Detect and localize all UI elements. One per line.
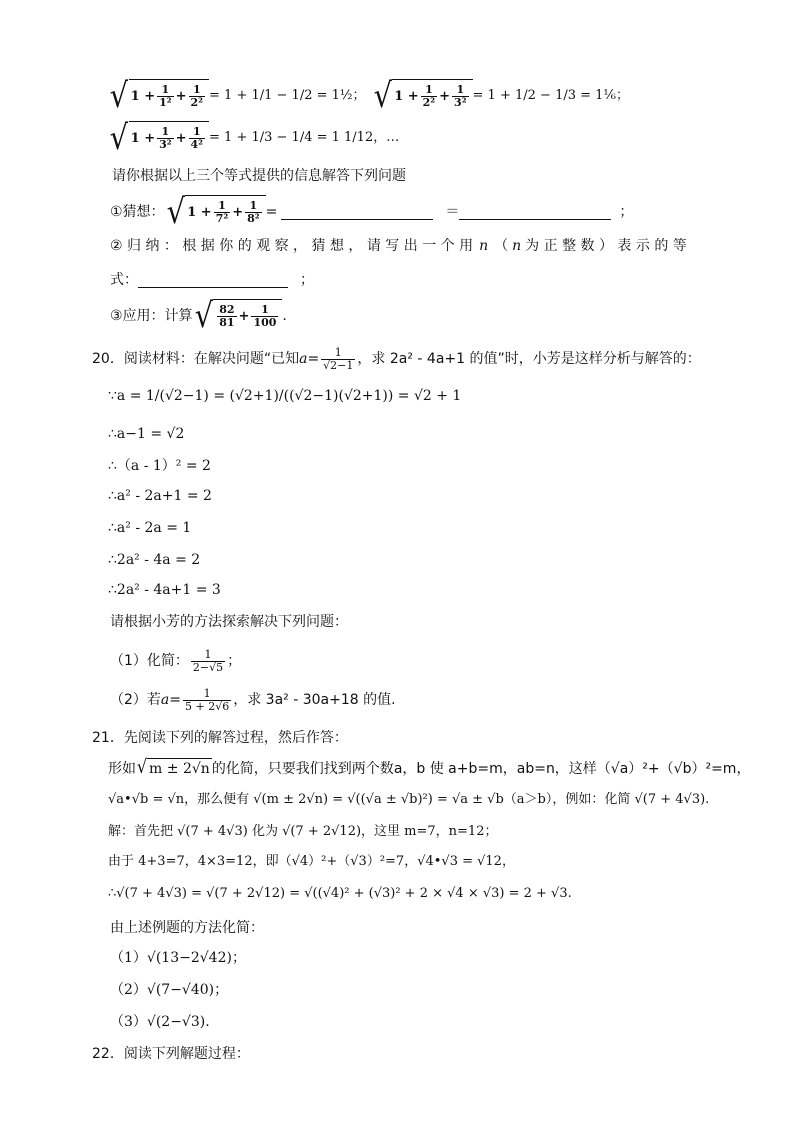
sqrt-expression: √ m ± 2√n: [136, 756, 210, 778]
eq2-rhs: = 1 + 1/2 − 1/3 = 1⅙: [472, 88, 617, 103]
induce-n: n: [479, 238, 489, 254]
q22-title: 22．阅读下列解题过程：: [92, 1046, 250, 1062]
eq1-rhs: = 1 + 1/1 − 1/2 = 1½: [209, 88, 353, 103]
formula-label: 式：: [110, 272, 138, 288]
q21-title: 21．先阅读下列的解答过程，然后作答：: [92, 730, 348, 746]
apply-label: ③应用：计算: [110, 308, 193, 324]
q19-apply-line: [110, 298, 287, 334]
q20-part-2: [110, 684, 396, 716]
eq3-rhs: = 1 + 1/3 − 1/4 = 1 1/12: [209, 130, 374, 145]
l1-a: 形如: [108, 760, 136, 777]
q20-step-7: ∴2a² - 4a+1 = 3: [108, 582, 221, 598]
q19-guess-line: [110, 192, 634, 232]
q21-line-4: 由于 4+3=7，4×3=12，即（√4）²+（√3）²=7，√4•√3 = √12，: [108, 854, 515, 869]
formula-end: ；: [300, 272, 314, 288]
q20-step-3: ∴（a - 1）² = 2: [108, 458, 211, 474]
sqrt-expression: √ 1 + $\frac{1}{\text{3²}}$ + $\frac{1}{\text{4²}}$: [108, 121, 209, 155]
q20-eq: =: [307, 351, 320, 367]
q20-fraction: $\frac{1}{√2-1}$: [323, 345, 354, 372]
q21-part-2: （2）√(7−√40)；: [110, 982, 229, 998]
q20-ask: 请根据小芳的方法探索解决下列问题：: [110, 614, 348, 630]
q21-line-2: √a•√b = √n，那么便有 √(m ± 2√n) = √((√a ± √b)²) = √a ± √b（a＞b），例如：化简 √(7 + 4√3).: [108, 792, 710, 807]
q21-part-1: （1）√(13−2√42)；: [110, 950, 246, 966]
sqrt-expression: √ $\frac{82}{81}$ + $\frac{1}{100}$: [193, 299, 283, 333]
p1-fraction: $\frac{1}{2-√5}$: [192, 647, 224, 674]
q21-part-3: （3）√(2−√3).: [110, 1014, 210, 1030]
q21-line-3: 解：首先把 √(7 + 4√3) 化为 √(7 + 2√12)，这里 m=7，n=12；: [108, 824, 498, 839]
apply-end: .: [282, 308, 287, 324]
top-equation-line-2: [108, 120, 399, 156]
q21-line-6: 由上述例题的方法化简：: [110, 920, 264, 936]
l1-c: a，b 使 a+b=m，ab=n，这样（√a）²+（√b）²=m，: [393, 760, 751, 777]
q20-step-5: ∴a² - 2a = 1: [108, 520, 192, 536]
sqrt-expression: √ 1 + $\frac{1}{\text{1²}}$ + $\frac{1}{\text{2²}}$: [108, 79, 209, 113]
guess-end: ；: [619, 204, 634, 220]
sqrt-expression: √ 1 + $\frac{1}{\text{7²}}$ + $\frac{1}{\text{8²}}$: [165, 195, 266, 229]
p1-end: ；: [227, 653, 242, 669]
answer-blank-2[interactable]: [459, 205, 611, 220]
q19-intro: 请你根据以上三个等式提供的信息解答下列问题: [112, 168, 406, 184]
p1-label: （1）化简：: [110, 653, 189, 669]
q20-step-1: ∵a = 1/(√2−1) = (√2+1)/((√2−1)(√2+1)) = √2 + 1: [108, 388, 462, 404]
q20-title-text: 20．阅读材料：在解决问题“已知: [92, 351, 300, 367]
induce-tail: 为 正 整 数 ） 表 示 的 等: [525, 238, 687, 254]
induce-label: ② 归 纳 ： 根 据 你 的 观 察 ， 猜 想 ， 请 写 出 一 个 用: [110, 238, 474, 254]
ellipsis: ，…: [373, 130, 400, 145]
induce-paren: （: [494, 238, 509, 254]
q20-title-tail: ，求 2a² - 4a+1 的值”时，小芳是这样分析与解答的：: [357, 351, 701, 367]
guess-eq: =: [265, 204, 278, 220]
p2-tail: ，求 3a² - 30a+18 的值.: [233, 692, 396, 708]
q21-line-5: ∴√(7 + 4√3) = √(7 + 2√12) = √((√4)² + (√3)² + 2 × √4 × √3) = 2 + √3.: [108, 886, 572, 901]
q20-step-6: ∴2a² - 4a = 2: [108, 552, 201, 568]
guess-label: ①猜想：: [110, 204, 165, 220]
p2-fraction: $\frac{1}{5 + 2√6}$: [185, 686, 230, 713]
top-equation-line-1: √ 1 + $\frac{1}{\text{1²}}$ + $\frac{1}{\text{2²}}$ = 1 + 1/1 − 1/2 = 1½ ； √ 1 + $\frac{1}{\text{2²}}$ + $\frac{1}{\text{3²}}$ = 1 + 1/2 − 1/3 = 1⅙ ；: [109, 76, 630, 116]
formula-blank[interactable]: [138, 273, 288, 288]
answer-blank-1[interactable]: [281, 205, 433, 220]
q19-induce-line: [110, 236, 687, 256]
q19-formula-line: [110, 270, 314, 290]
q20-part-1: [110, 646, 241, 676]
q20-title: [92, 344, 701, 374]
induce-n-2: n: [512, 238, 522, 254]
q21-line-1: [108, 758, 750, 779]
q20-step-2: ∴a−1 = √2: [108, 426, 185, 442]
q20-var: a: [299, 351, 308, 367]
l1-b: 的化简，只要我们找到两个数: [211, 760, 394, 777]
p2-var: a: [160, 692, 170, 708]
guess-eq-2: ＝: [445, 204, 460, 220]
p2-label: （2）若: [110, 692, 161, 708]
q20-step-4: ∴a² - 2a+1 = 2: [108, 488, 212, 504]
p2-eq: =: [169, 692, 182, 708]
sqrt-expression: √ 1 + $\frac{1}{\text{2²}}$ + $\frac{1}{\text{3²}}$: [372, 79, 473, 113]
